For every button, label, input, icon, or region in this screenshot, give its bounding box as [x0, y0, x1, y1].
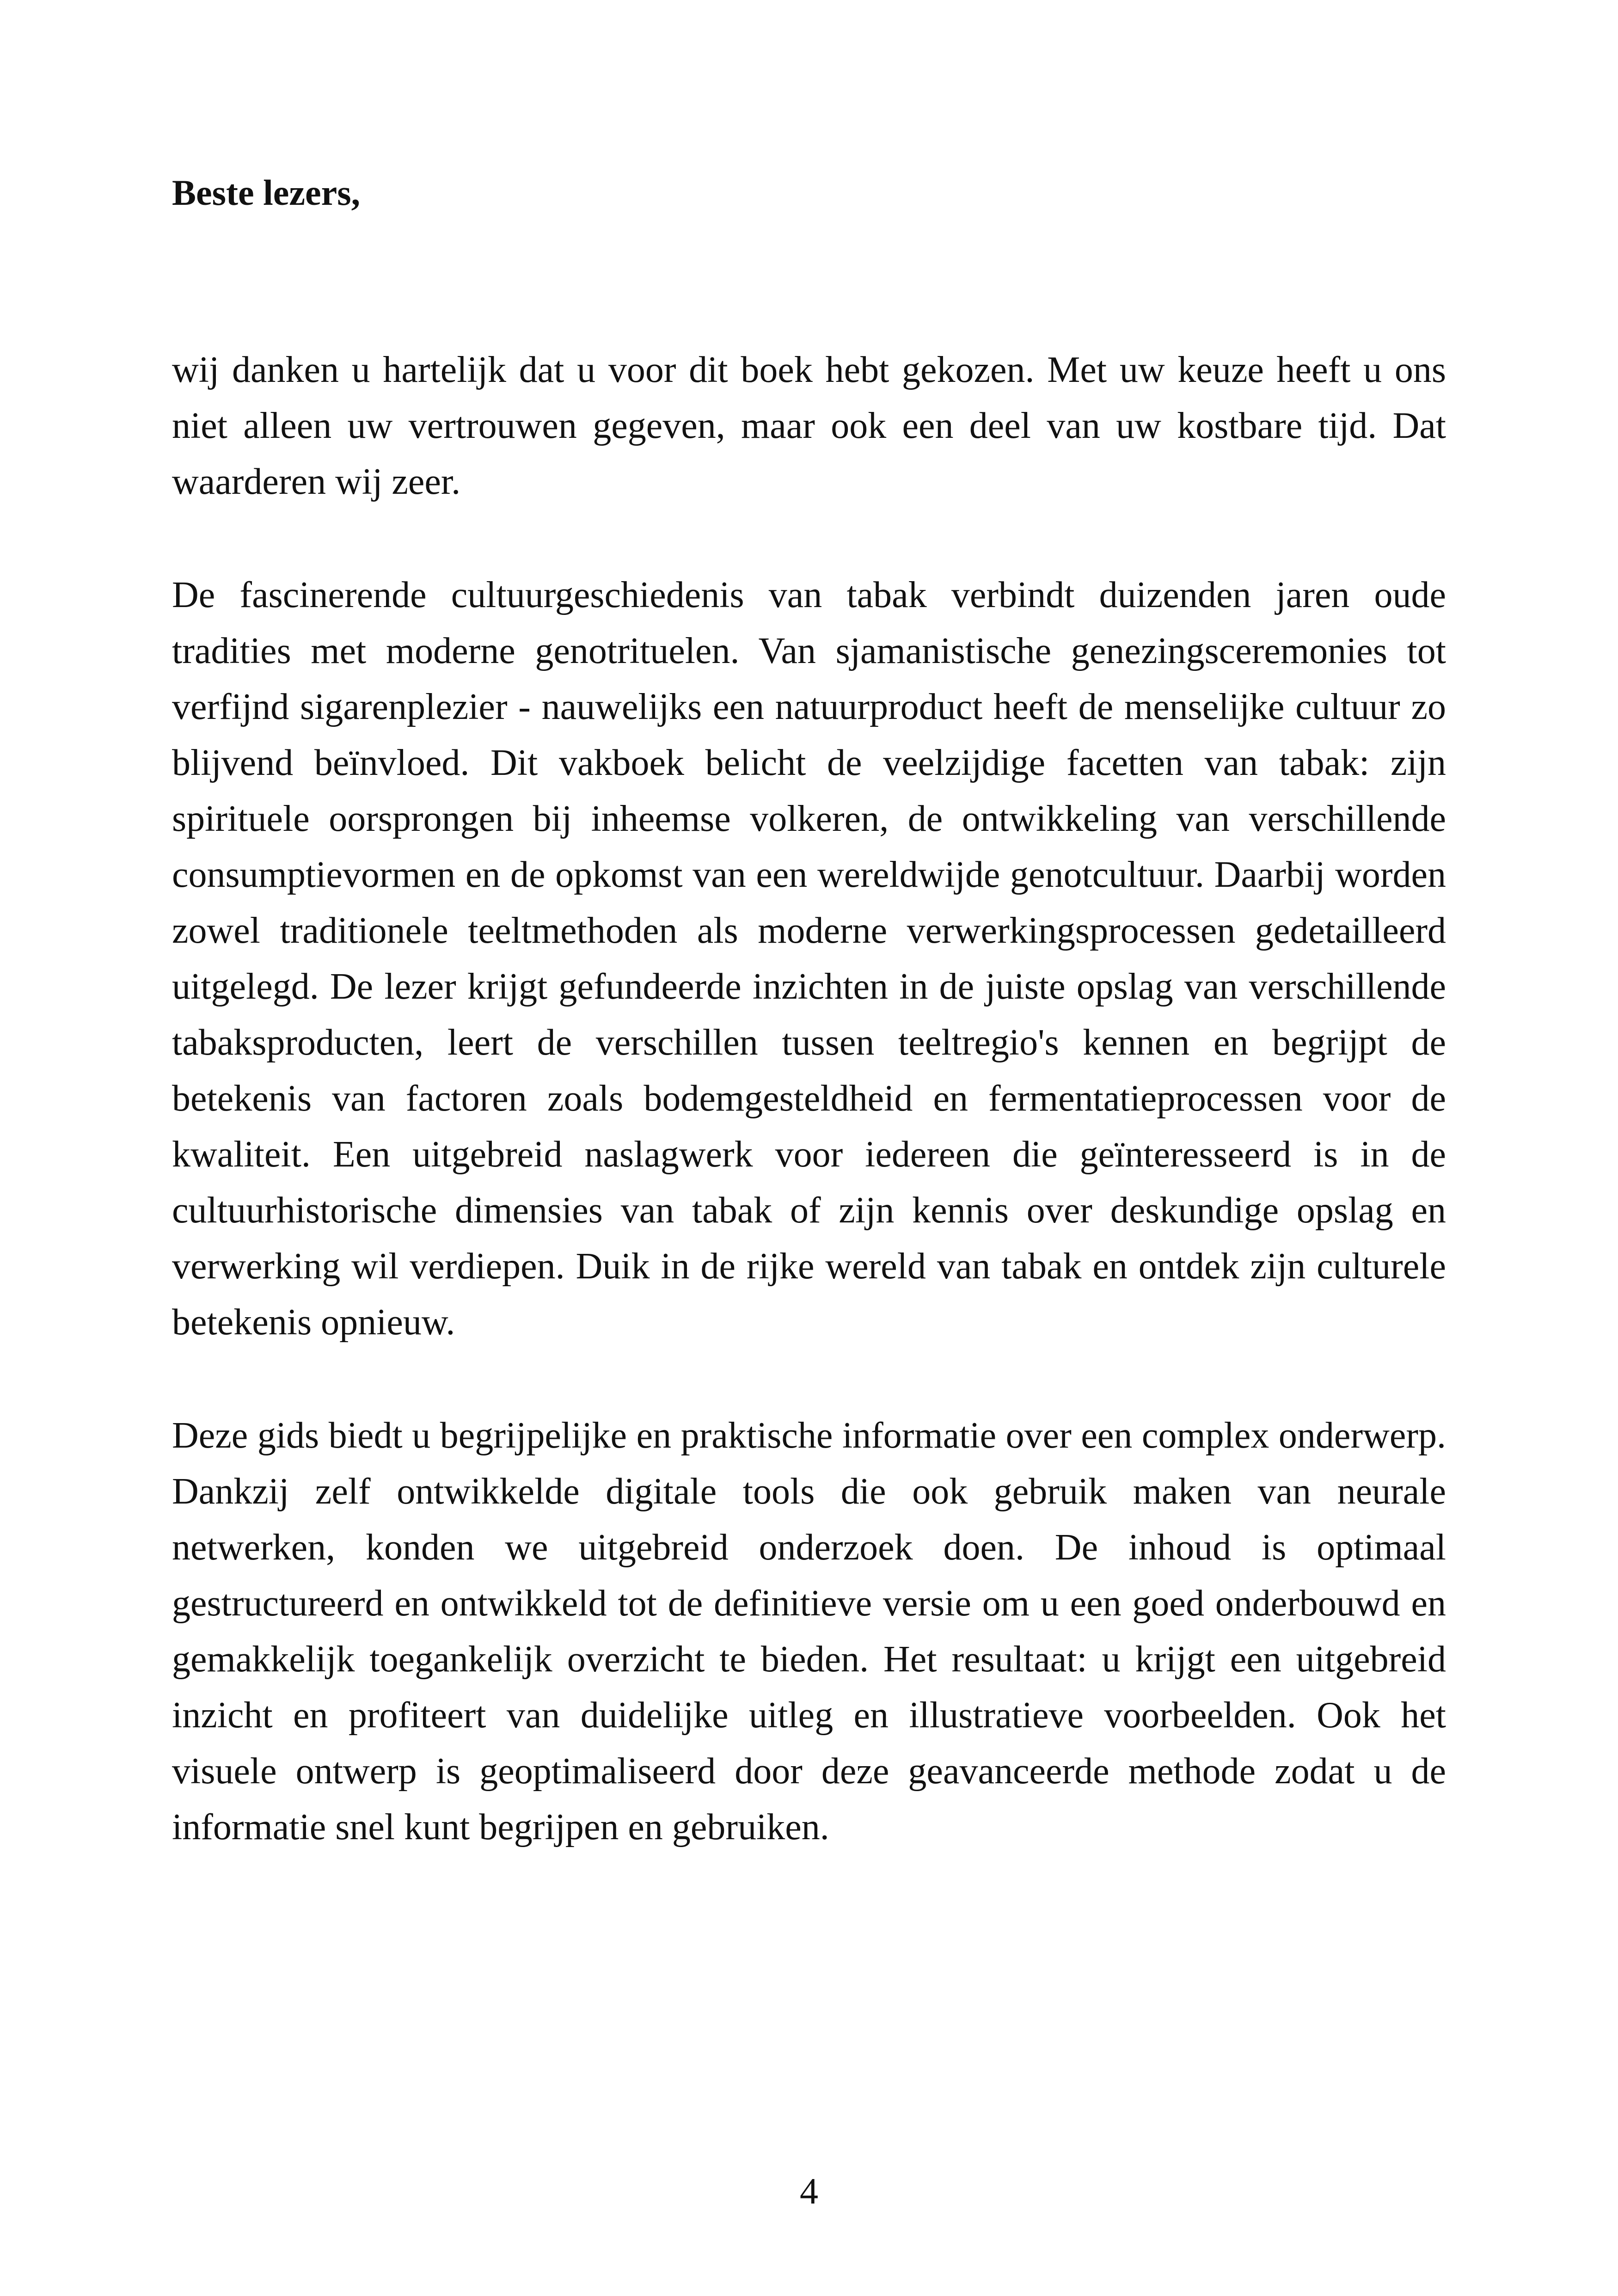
letter-body [172, 342, 1446, 1913]
paragraph-thanks: wij danken u hartelijk dat u voor dit boek hebt gekozen. Met uw keuze heeft u ons niet alleen uw vertrouwen gegeven, maar ook een deel van uw kostbare tijd. Dat waarderen wij zeer. [172, 350, 1446, 502]
page-number: 4 [800, 2171, 818, 2212]
salutation-heading: Beste lezers, [172, 172, 361, 213]
paragraph-tobacco-history: De fascinerende cultuurgeschiedenis van tabak verbindt duizenden jaren oude tradities met moderne genotrituelen. Van sjamanistische genezingsceremonies tot verfijnd sigarenplezier - nauwelijks een natuurproduct heeft de menselijke cultuur zo blijvend beïnvloed. Dit vakboek belicht de veelzijdige facetten van tabak: zijn spirituele oorsprongen bij inheemse volkeren, de ontwikkeling van verschillende consumptievormen en de opkomst van een wereldwijde genotcultuur. Daarbij worden zowel traditionele teeltmethoden als moderne verwerkingsprocessen gedetailleerd uitgelegd. De lezer krijgt gefundeerde inzichten in de juiste opslag van verschillende tabaksproducten, leert de verschillen tussen teeltregio's kennen en begrijpt de betekenis van factoren zoals bodemgesteldheid en fermentatieprocessen voor de kwaliteit. Een uitgebreid naslagwerk voor iedereen die geïnteresseerd is in de cultuurhistorische dimensies van tabak of zijn kennis over deskundige opslag en verwerking wil verdiepen. Duik in de rijke wereld van tabak en ontdek zijn culturele betekenis opnieuw. [172, 575, 1446, 1343]
paragraph-guide-info: Deze gids biedt u begrijpelijke en praktische informatie over een complex onderwerp. Dankzij zelf ontwikkelde digitale tools die ook gebruik maken van neurale netwerken, konden we uitgebreid onderzoek doen. De inhoud is optimaal gestructureerd en ontwikkeld tot de definitieve versie om u een goed onderbouwd en gemakkelijk toegankelijk overzicht te bieden. Het resultaat: u krijgt een uitgebreid inzicht en profiteert van duidelijke uitleg en illustratieve voorbeelden. Ook het visuele ontwerp is geoptimaliseerd door deze geavanceerde methode zodat u de informatie snel kunt begrijpen en gebruiken. [172, 1415, 1446, 1848]
